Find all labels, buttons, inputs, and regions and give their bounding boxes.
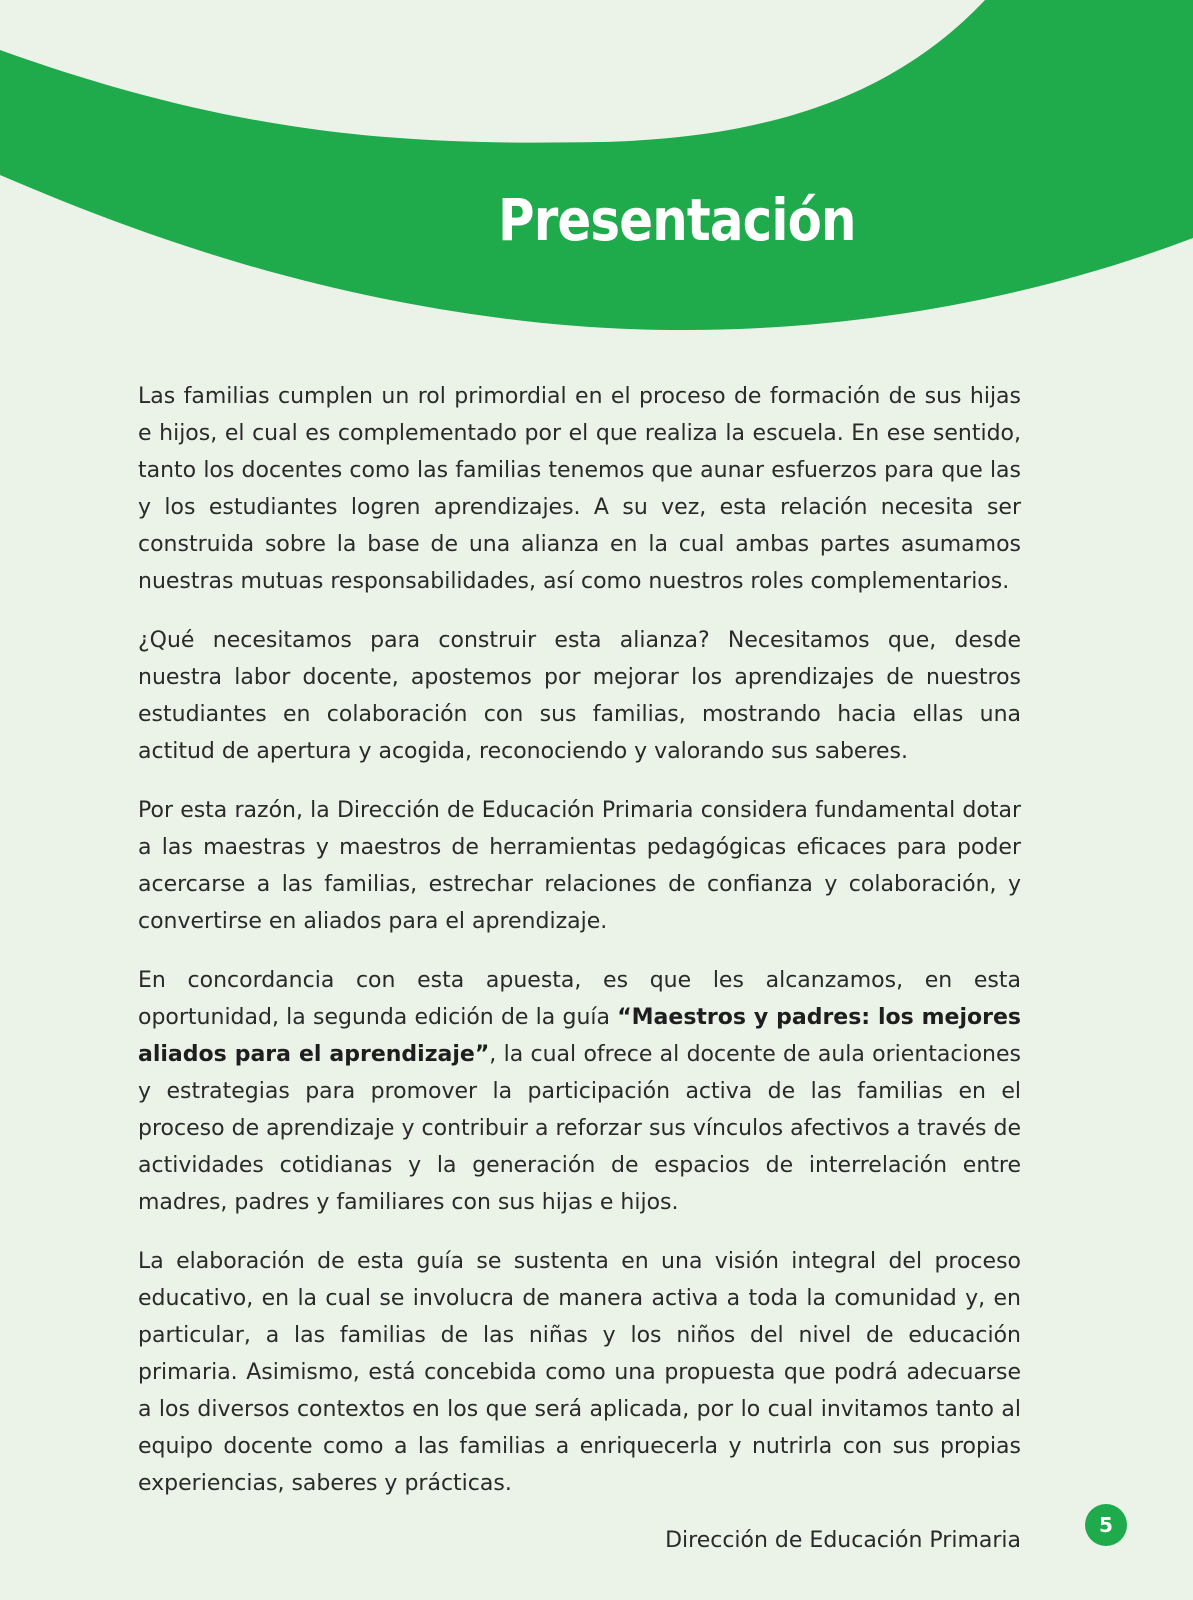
header-banner	[0, 0, 1193, 340]
page-number-badge: 5	[1085, 1504, 1127, 1546]
paragraph-4-rest: , la cual ofrece al docente de aula orientaciones y estrategias para promover la participación activa de las familias en el proceso de aprendizaje y contribuir a reforzar sus vínculos afectivos a través de actividades cotidianas y la generación de espacios de interrelación entre madres, padres y familiares con sus hijas e hijos.	[138, 1042, 1021, 1215]
page-title: Presentación	[498, 186, 856, 254]
green-wave-shape	[0, 0, 1193, 330]
paragraph-1: Las familias cumplen un rol primordial en el proceso de formación de sus hijas e hijos, el cual es complementado por el que realiza la escuela. En ese sentido, tanto los docentes como las familias tenemos que aunar esfuerzos para que las y los estudiantes logren aprendizajes. A su vez, esta relación necesita ser construida sobre la base de una alianza en la cual ambas partes asumamos nuestras mutuas responsabilidades, así como nuestros roles complementarios.	[138, 384, 1021, 594]
presentation-body	[138, 378, 1021, 1581]
guide-title: “Maestros y padres: los mejores aliados para el aprendizaje”	[138, 1005, 1021, 1067]
signature: Dirección de Educación Primaria	[665, 1528, 1021, 1553]
paragraph-4	[138, 962, 1021, 1221]
paragraph-4-intro: En concordancia con esta apuesta, es que les alcanzamos, en esta oportunidad, la segunda edición de la guía	[138, 968, 1021, 1030]
paragraph-2: ¿Qué necesitamos para construir esta alianza? Necesitamos que, desde nuestra labor docente, apostemos por mejorar los aprendizajes de nuestros estudiantes en colaboración con sus familias, mostrando hacia ellas una actitud de apertura y acogida, reconociendo y valorando sus saberes.	[138, 628, 1021, 764]
paragraph-5: La elaboración de esta guía se sustenta en una visión integral del proceso educativo, en la cual se involucra de manera activa a toda la comunidad y, en particular, a las familias de las niñas y los niños del nivel de educación primaria. Asimismo, está concebida como una propuesta que podrá adecuarse a los diversos contextos en los que será aplicada, por lo cual invitamos tanto al equipo docente como a las familias a enriquecerla y nutrirla con sus propias experiencias, saberes y prácticas.	[138, 1249, 1021, 1496]
paragraph-3: Por esta razón, la Dirección de Educación Primaria considera fundamental dotar a las maestras y maestros de herramientas pedagógicas eficaces para poder acercarse a las familias, estrechar relaciones de confianza y colaboración, y convertirse en aliados para el aprendizaje.	[138, 798, 1021, 934]
